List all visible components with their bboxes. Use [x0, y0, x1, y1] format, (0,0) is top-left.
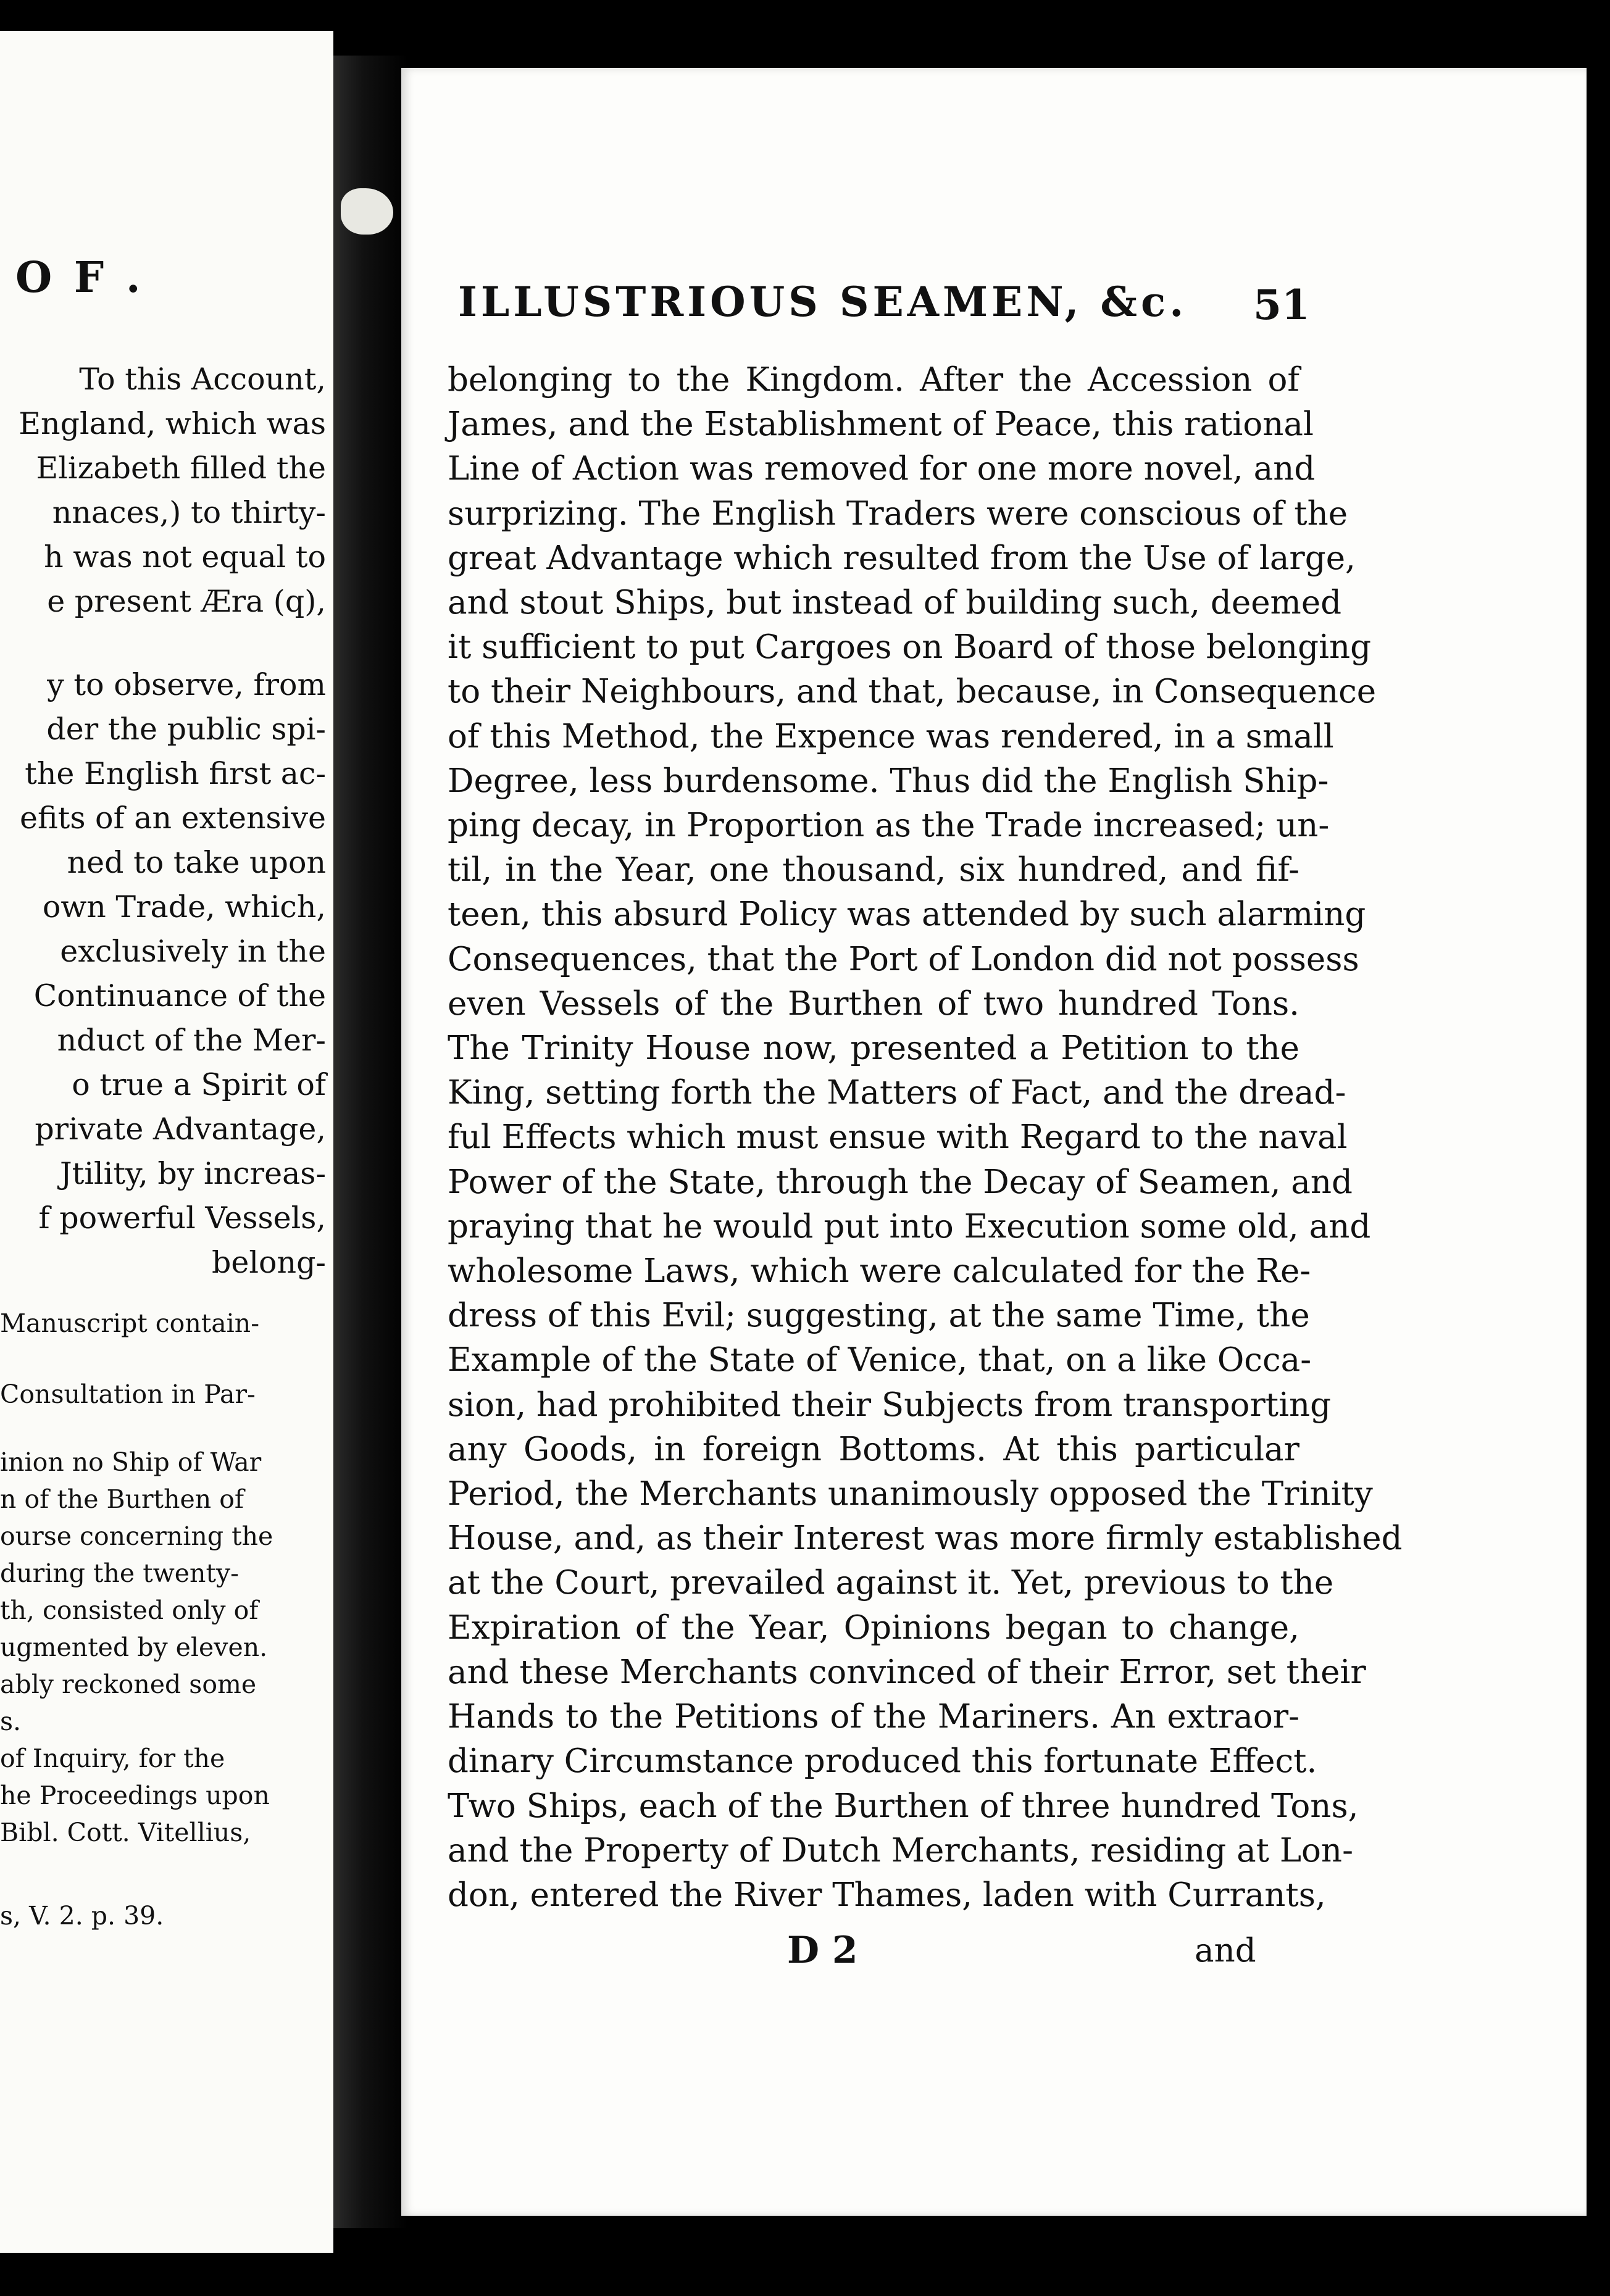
catchword: and [1195, 1932, 1256, 1969]
text-line: praying that he would put into Execution some old, and [448, 1207, 1371, 1246]
left-footnote: s. [0, 1707, 22, 1736]
left-footnote: inion no Ship of War [0, 1447, 262, 1477]
text-line: Hands to the Petitions of the Mariners. An extraor- [448, 1698, 1299, 1736]
left-line: nnaces,) to thirty- [52, 495, 326, 530]
text-line: ful Effects which must ensue with Regard to the naval [448, 1118, 1348, 1157]
text-line: Two Ships, each of the Burthen of three hundred Tons, [448, 1787, 1359, 1825]
book-gutter [333, 56, 407, 2228]
text-line: dress of this Evil; suggesting, at the same Time, the [448, 1297, 1310, 1335]
text-line: sion, had prohibited their Subjects from transporting [448, 1386, 1332, 1424]
left-footnote: ugmented by eleven. [0, 1633, 268, 1662]
text-line: don, entered the River Thames, laden with Currants, [448, 1876, 1326, 1914]
left-footnote: ourse concerning the [0, 1521, 273, 1551]
left-footnote: th, consisted only of [0, 1595, 259, 1625]
left-footnote: s, V. 2. p. 39. [0, 1901, 164, 1931]
text-line: even Vessels of the Burthen of two hundred Tons. [448, 984, 1299, 1023]
text-line: King, setting forth the Matters of Fact, and the dread- [448, 1074, 1346, 1112]
left-footnote: of Inquiry, for the [0, 1744, 225, 1773]
text-line: James, and the Establishment of Peace, this rational [448, 406, 1314, 444]
left-line: ned to take upon [67, 845, 326, 880]
text-line: til, in the Year, one thousand, six hundred, and fif- [448, 851, 1299, 889]
text-line: ping decay, in Proportion as the Trade increased; un- [448, 807, 1330, 845]
text-line: Consequences, that the Port of London did not possess [448, 940, 1359, 978]
text-line: and the Property of Dutch Merchants, residing at Lon- [448, 1831, 1353, 1870]
text-line: and stout Ships, but instead of building such, deemed [448, 584, 1342, 622]
text-line: at the Court, prevailed against it. Yet, previous to the [448, 1564, 1334, 1602]
left-line: nduct of the Mer- [57, 1023, 326, 1058]
left-footnote: ably reckoned some [0, 1670, 257, 1699]
text-line: Expiration of the Year, Opinions began to change, [448, 1608, 1299, 1647]
left-line: Elizabeth filled the [36, 451, 326, 486]
text-line: it sufficient to put Cargoes on Board of those belonging [448, 628, 1372, 667]
text-line: House, and, as their Interest was more firmly established [448, 1520, 1403, 1558]
left-footnote: during the twenty- [0, 1558, 239, 1588]
text-line: Period, the Merchants unanimously opposed the Trinity [448, 1475, 1373, 1513]
left-page [0, 31, 333, 2253]
left-line: h was not equal to [44, 539, 326, 575]
left-line: Jtility, by increas- [60, 1156, 326, 1191]
left-line: belong- [211, 1245, 326, 1280]
left-line: private Advantage, [35, 1112, 326, 1147]
paper-blot [341, 188, 393, 235]
text-line: belonging to the Kingdom. After the Accession of [448, 361, 1299, 399]
text-line: surprizing. The English Traders were conscious of the [448, 494, 1348, 533]
left-page-heading: O F . [15, 253, 144, 302]
signature-mark: D 2 [787, 1929, 858, 1972]
text-line: dinary Circumstance produced this fortunate Effect. [448, 1742, 1317, 1781]
left-footnote: Bibl. Cott. Vitellius, [0, 1818, 251, 1847]
text-line: Power of the State, through the Decay of Seamen, and [448, 1163, 1353, 1201]
text-line: Line of Action was removed for one more novel, and [448, 450, 1316, 488]
text-line: Degree, less burdensome. Thus did the English Ship- [448, 762, 1329, 800]
left-footnote: he Proceedings upon [0, 1781, 270, 1810]
left-line: der the public spi- [46, 712, 326, 747]
text-line: and these Merchants convinced of their Error, set their [448, 1653, 1366, 1691]
left-line: e present Æra (q), [47, 584, 326, 619]
text-line: of this Method, the Expence was rendered, in a small [448, 717, 1334, 755]
text-line: to their Neighbours, and that, because, in Consequence [448, 673, 1377, 711]
text-line: Example of the State of Venice, that, on a like Occa- [448, 1341, 1312, 1379]
left-line: y to observe, from [47, 667, 326, 702]
left-line: Continuance of the [33, 978, 326, 1013]
text-line: The Trinity House now, presented a Petition to the [448, 1029, 1299, 1068]
left-line: f powerful Vessels, [38, 1200, 326, 1236]
page-number: 51 [1253, 281, 1310, 329]
left-footnote: Consultation in Par- [0, 1379, 256, 1409]
left-line: o true a Spirit of [72, 1067, 326, 1102]
right-page [401, 68, 1587, 2216]
left-line: To this Account, [79, 362, 326, 397]
left-line: own Trade, which, [42, 889, 326, 925]
left-line: England, which was [19, 406, 326, 441]
left-line: exclusively in the [60, 934, 326, 969]
text-line: wholesome Laws, which were calculated for the Re- [448, 1252, 1311, 1291]
left-footnote: Manuscript contain- [0, 1308, 260, 1338]
left-line: the English first ac- [25, 756, 326, 791]
running-head: ILLUSTRIOUS SEAMEN, &c. [458, 278, 1188, 326]
left-footnote: n of the Burthen of [0, 1484, 244, 1514]
body-text [448, 358, 1403, 1918]
text-line: teen, this absurd Policy was attended by such alarming [448, 896, 1366, 934]
text-line: great Advantage which resulted from the Use of large, [448, 539, 1356, 577]
text-line: any Goods, in foreign Bottoms. At this particular [448, 1430, 1299, 1468]
left-line: efits of an extensive [19, 801, 326, 836]
